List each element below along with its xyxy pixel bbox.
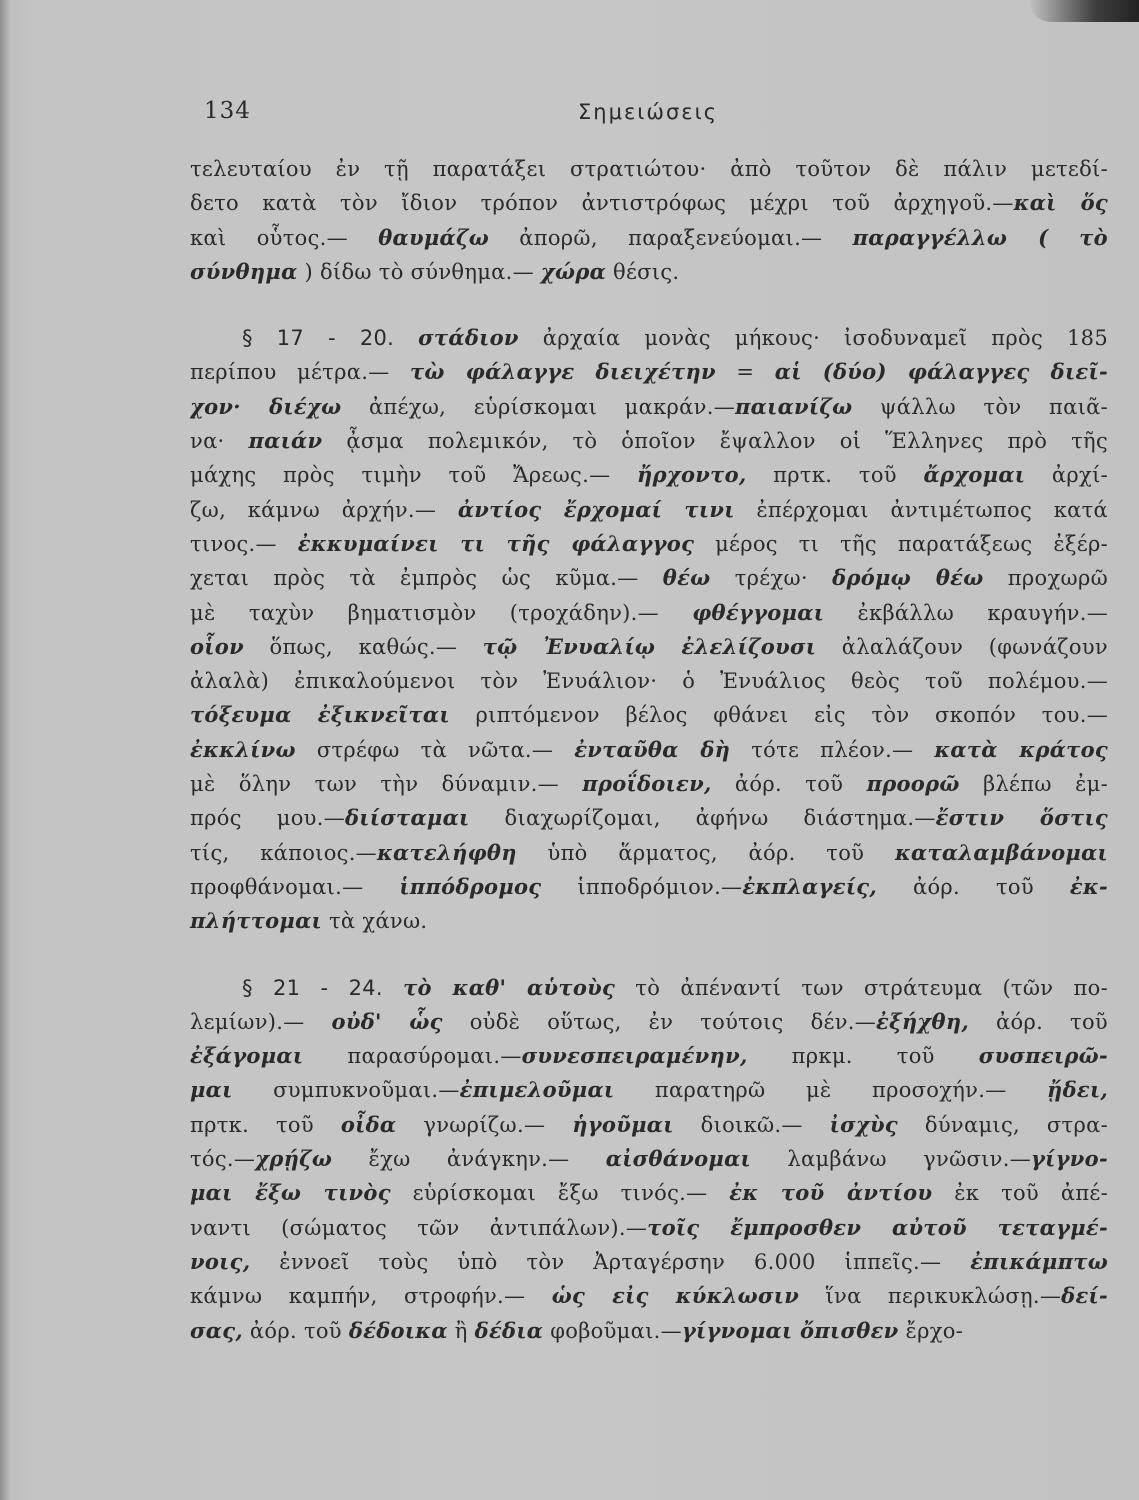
lemma-term: δέδια bbox=[474, 1317, 544, 1343]
gloss-text: ζω, κάμνω ἀρχήν.— bbox=[190, 497, 458, 522]
lemma-term: διίσταμαι bbox=[345, 805, 470, 831]
gloss-text: ἢ bbox=[447, 1318, 475, 1343]
lemma-term: ἐξήχθη, bbox=[876, 1008, 970, 1034]
text-line bbox=[190, 596, 1108, 630]
lemma-term: οὐδ' ὧς bbox=[331, 1008, 443, 1034]
page-binding-shadow bbox=[0, 0, 10, 1500]
gloss-text: τὸ ἀπέναντί των στράτευμα (τῶν πο- bbox=[615, 975, 1108, 1000]
gloss-text: ἀπορῶ, παραξενεύομαι.— bbox=[489, 225, 853, 250]
gloss-text: περίπου μέτρα.— bbox=[190, 360, 410, 385]
gloss-text bbox=[383, 976, 403, 1000]
lemma-term: δέδοικα bbox=[348, 1317, 448, 1343]
gloss-text: θέσις. bbox=[606, 259, 680, 284]
lemma-term: τὼ φάλαγγε διειχέτην bbox=[409, 359, 716, 385]
page-header bbox=[0, 96, 1139, 136]
text-line bbox=[190, 870, 1108, 904]
lemma-term: ἐπικάμπτω bbox=[970, 1248, 1108, 1274]
text-line bbox=[190, 458, 1108, 492]
note-paragraph bbox=[190, 152, 1108, 289]
gloss-text: ᾆσμα πολεμικόν, τὸ ὁποῖον ἔψαλλον οἱ Ἕλληνες πρὸ τῆς bbox=[322, 429, 1108, 454]
lemma-term: οἷον bbox=[190, 633, 244, 659]
lemma-term: προΐδοιεν, bbox=[582, 771, 712, 797]
gloss-text bbox=[394, 326, 418, 350]
gloss-text: ἀόρ. τοῦ bbox=[242, 1318, 349, 1343]
text-line bbox=[190, 152, 1108, 186]
gloss-text: συμπυκνοῦμαι.— bbox=[232, 1078, 460, 1103]
lemma-term: τῷ Ἐνυαλίῳ ἐλελίζουσι bbox=[482, 633, 817, 659]
text-line bbox=[190, 1073, 1108, 1107]
gloss-text: ἀρχαία μονὰς μήκους· ἰσοδυναμεῖ πρὸς 185 bbox=[518, 326, 1108, 351]
gloss-text: ὑπὸ ἅρματος, ἀόρ. τοῦ bbox=[516, 840, 895, 865]
text-line bbox=[190, 527, 1108, 561]
lemma-term: μαι bbox=[190, 1077, 233, 1103]
lemma-term: ἐξάγομαι bbox=[190, 1043, 304, 1069]
text-line bbox=[190, 1142, 1108, 1176]
lemma-term: συσπειρῶ- bbox=[978, 1043, 1108, 1069]
gloss-text: ἀόρ. τοῦ bbox=[969, 1009, 1108, 1034]
gloss-text: εὑρίσκομαι ἔξω τινός.— bbox=[390, 1181, 730, 1206]
lemma-term: οἶδα bbox=[340, 1111, 397, 1137]
gloss-text: πρός μου.— bbox=[190, 806, 345, 831]
gloss-text: ἔχω ἀνάγκην.— bbox=[332, 1147, 606, 1172]
lemma-term: ἐκκλίνω bbox=[190, 736, 296, 762]
gloss-text: πρκμ. τοῦ bbox=[747, 1044, 979, 1069]
lemma-term: δρόμῳ θέω bbox=[832, 565, 984, 591]
gloss-text: τελευταίου ἐν τῇ παρατάξει στρατιώτου· ἀπὸ τοῦτον δὲ πάλιν μετεδί- bbox=[190, 157, 1108, 181]
text-line bbox=[190, 1005, 1108, 1039]
gloss-text: οὐδὲ οὕτως, ἐν τούτοις δέν.— bbox=[442, 1009, 877, 1034]
lemma-term: πλήττομαι bbox=[190, 908, 323, 934]
gloss-text: τότε πλέον.— bbox=[730, 737, 935, 762]
lemma-term: σύνθημα bbox=[190, 258, 298, 284]
lemma-term: ἄρχομαι bbox=[923, 462, 1026, 488]
text-line bbox=[190, 1176, 1108, 1210]
gloss-text: ἐκ τοῦ ἀπέ- bbox=[932, 1181, 1108, 1206]
text-line bbox=[190, 698, 1108, 732]
gloss-text: λαμβάνω γνῶσιν.— bbox=[751, 1147, 1031, 1172]
gloss-text: στρέφω τὰ νῶτα.— bbox=[295, 737, 575, 762]
lemma-term: ἰσχὺς bbox=[829, 1111, 898, 1137]
page-number: 134 bbox=[204, 98, 251, 124]
lemma-term: νοις, bbox=[190, 1248, 251, 1274]
gloss-text: ψάλλω τὸν παιᾶ- bbox=[852, 394, 1108, 419]
gloss-text: παρασύρομαι.— bbox=[303, 1044, 522, 1069]
gloss-text: καὶ οὗτος.— bbox=[190, 225, 379, 250]
gloss-text: ἐπέρχομαι ἀντιμέτωπος κατά bbox=[734, 497, 1108, 522]
lemma-term: τὸ καθ' αὑτοὺς bbox=[403, 974, 616, 1000]
lemma-term: μαι ἔξω τινὸς bbox=[190, 1180, 391, 1206]
text-line bbox=[190, 1211, 1108, 1245]
text-line bbox=[190, 664, 1108, 698]
lemma-term: ὡς εἰς κύκλωσιν bbox=[551, 1283, 800, 1309]
gloss-text: ἀλαλάζουν (φωνάζουν bbox=[816, 634, 1108, 659]
gloss-text: διαχωρίζομαι, ἀφήνω διάστημα.— bbox=[469, 806, 936, 831]
lemma-term: χώρα bbox=[540, 258, 607, 284]
gloss-text: ἵνα περικυκλώσῃ.— bbox=[799, 1284, 1062, 1309]
text-line bbox=[190, 186, 1108, 220]
gloss-text: ἐκβάλλω κραυγήν.— bbox=[824, 600, 1108, 625]
text-line bbox=[190, 1039, 1108, 1073]
text-line bbox=[190, 1279, 1108, 1313]
gloss-text: τίς, κάποιος.— bbox=[190, 840, 377, 865]
text-line bbox=[190, 1245, 1108, 1279]
gloss-text: χεται πρὸς τὰ ἐμπρὸς ὡς κῦμα.— bbox=[190, 566, 663, 591]
gloss-text: δύναμις, στρα- bbox=[897, 1112, 1108, 1137]
lemma-term: χρῄζω bbox=[255, 1146, 333, 1172]
gloss-text: να· bbox=[190, 429, 249, 454]
gloss-text: διοικῶ.— bbox=[673, 1112, 830, 1137]
lemma-term: ἐκ- bbox=[1069, 873, 1108, 899]
lemma-term: καὶ ὅς bbox=[1013, 190, 1108, 216]
section-reference: § 21 - 24. bbox=[242, 975, 383, 1000]
gloss-text: μὲ ὅλην των τὴν δύναμιν.— bbox=[190, 772, 583, 797]
text-line bbox=[190, 424, 1108, 458]
lemma-term: θαυμάζω bbox=[378, 224, 489, 250]
gloss-text: ἀρχί- bbox=[1025, 463, 1108, 488]
text-line bbox=[190, 390, 1108, 424]
text-line bbox=[190, 1314, 1108, 1348]
gloss-text: μέρος τι τῆς παρατάξεως ἐξέρ- bbox=[694, 531, 1108, 556]
gloss-text: ἱπποδρόμιον.— bbox=[541, 874, 743, 899]
lemma-term: καταλαμβάνομαι bbox=[894, 839, 1108, 865]
gloss-text: ) δίδω τὸ σύνθημα.— bbox=[297, 259, 541, 284]
gloss-text: παρατηρῶ μὲ προσοχήν.— bbox=[614, 1078, 1047, 1103]
lemma-term: κατὰ κράτος bbox=[934, 736, 1108, 762]
lemma-term: φθέγγομαι bbox=[692, 599, 825, 625]
gloss-text: ἀπέχω, εὑρίσκομαι μακράν.— bbox=[341, 394, 735, 419]
text-line bbox=[190, 493, 1108, 527]
text-line bbox=[190, 801, 1108, 835]
gloss-text: ριπτόμενον βέλος φθάνει εἰς τὸν σκοπόν του.— bbox=[449, 703, 1108, 728]
lemma-term: χον· διέχω bbox=[190, 393, 342, 419]
gloss-text: μὲ ταχὺν βηματισμὸν (τροχάδην).— bbox=[190, 600, 693, 625]
text-line bbox=[190, 904, 1108, 938]
gloss-text: προχωρῶ bbox=[983, 566, 1108, 591]
lemma-term: θέω bbox=[662, 565, 711, 591]
lemma-term: ἐκπλαγείς, bbox=[742, 873, 878, 899]
lemma-term: ἱππόδρομος bbox=[399, 873, 542, 899]
lemma-term: ἐκ τοῦ ἀντίου bbox=[729, 1180, 933, 1206]
text-line bbox=[190, 355, 1108, 389]
text-line bbox=[190, 733, 1108, 767]
text-line bbox=[190, 971, 1108, 1005]
note-paragraph bbox=[190, 971, 1108, 1348]
lemma-term: γίγνο- bbox=[1031, 1146, 1108, 1172]
text-line bbox=[190, 836, 1108, 870]
gloss-text: κάμνω καμπήν, στροφήν.— bbox=[190, 1284, 552, 1309]
text-line bbox=[190, 221, 1108, 255]
gloss-text: τρέχω· bbox=[710, 566, 833, 591]
gloss-text: ναντι (σώματος τῶν ἀντιπάλων).— bbox=[190, 1215, 648, 1240]
lemma-term: ἀντίος ἔρχομαί τινι bbox=[457, 496, 735, 522]
gloss-text: φοβοῦμαι.— bbox=[543, 1318, 682, 1343]
gloss-text: ὅπως, καθώς.— bbox=[243, 634, 483, 659]
lemma-term: τόξευμα ἐξικνεῖται bbox=[190, 702, 450, 728]
note-paragraph bbox=[190, 321, 1108, 938]
lemma-term: προορῶ bbox=[866, 771, 960, 797]
running-title: Σημειώσεις bbox=[578, 100, 719, 124]
lemma-term: ᾔδει, bbox=[1047, 1077, 1108, 1103]
lemma-term: στάδιον bbox=[418, 325, 519, 351]
gloss-text: ἔρχο- bbox=[898, 1318, 964, 1343]
text-line bbox=[190, 1108, 1108, 1142]
text-line bbox=[190, 561, 1108, 595]
text-line bbox=[190, 767, 1108, 801]
text-line bbox=[190, 321, 1108, 355]
section-reference: § 17 - 20. bbox=[242, 326, 395, 351]
lemma-term: ἐνταῦθα δὴ bbox=[574, 736, 731, 762]
gloss-text: τινος.— bbox=[190, 531, 298, 556]
gloss-text: πρτκ. τοῦ bbox=[190, 1112, 341, 1137]
lemma-term: δεί- bbox=[1061, 1283, 1108, 1309]
lemma-term: ἡγοῦμαι bbox=[572, 1111, 674, 1137]
lemma-term: κατελήφθη bbox=[377, 839, 517, 865]
lemma-term: γίγνομαι ὄπισθεν bbox=[681, 1317, 899, 1343]
gloss-text: λεμίων).— bbox=[190, 1009, 332, 1034]
lemma-term: παραγγέλλω ( τὸ bbox=[852, 224, 1108, 250]
gloss-text: γνωρίζω.— bbox=[396, 1112, 573, 1137]
gloss-text: μάχης πρὸς τιμὴν τοῦ Ἄρεως.— bbox=[190, 463, 638, 488]
lemma-term: ἔστιν ὅστις bbox=[935, 805, 1108, 831]
gloss-text: προφθάνομαι.— bbox=[190, 874, 400, 899]
lemma-term: σας, bbox=[190, 1317, 243, 1343]
gloss-text: = bbox=[715, 360, 775, 385]
lemma-term: αἱ (δύο) φάλαγγες διεῖ- bbox=[774, 359, 1108, 385]
gloss-text: ἀόρ. τοῦ bbox=[711, 772, 867, 797]
gloss-text: ἐννοεῖ τοὺς ὑπὸ τὸν Ἀρταγέρσην 6.000 ἱππεῖς.— bbox=[250, 1249, 971, 1274]
gloss-text: τός.— bbox=[190, 1147, 256, 1172]
page-corner-shadow bbox=[1029, 0, 1139, 22]
gloss-text: ἀλαλὰ) ἐπικαλούμενοι τὸν Ἐνυάλιον· ὁ Ἐνυάλιος θεὸς τοῦ πολέμου.— bbox=[190, 669, 1108, 694]
lemma-term: τοῖς ἔμπροσθεν αὐτοῦ τεταγμέ- bbox=[647, 1214, 1108, 1240]
gloss-text: ἀόρ. τοῦ bbox=[877, 874, 1070, 899]
lemma-term: συνεσπειραμένην, bbox=[521, 1043, 748, 1069]
gloss-text: πρτκ. τοῦ bbox=[746, 463, 924, 488]
lemma-term: ἤρχοντο, bbox=[637, 462, 747, 488]
text-line bbox=[190, 630, 1108, 664]
lemma-term: αἰσθάνομαι bbox=[605, 1146, 752, 1172]
lemma-term: ἐπιμελοῦμαι bbox=[459, 1077, 615, 1103]
gloss-text: δετο κατὰ τὸν ἴδιον τρόπον ἀντιστρόφως μέχρι τοῦ ἀρχηγοῦ.— bbox=[190, 191, 1014, 216]
notes-body bbox=[190, 152, 1108, 1348]
lemma-term: ἐκκυμαίνει τι τῆς φάλαγγος bbox=[297, 530, 695, 556]
lemma-term: παιάν bbox=[248, 428, 323, 454]
text-line bbox=[190, 255, 1108, 289]
gloss-text: βλέπω ἐμ- bbox=[959, 772, 1108, 797]
gloss-text: τὰ χάνω. bbox=[322, 909, 428, 934]
lemma-term: παιανίζω bbox=[735, 393, 853, 419]
